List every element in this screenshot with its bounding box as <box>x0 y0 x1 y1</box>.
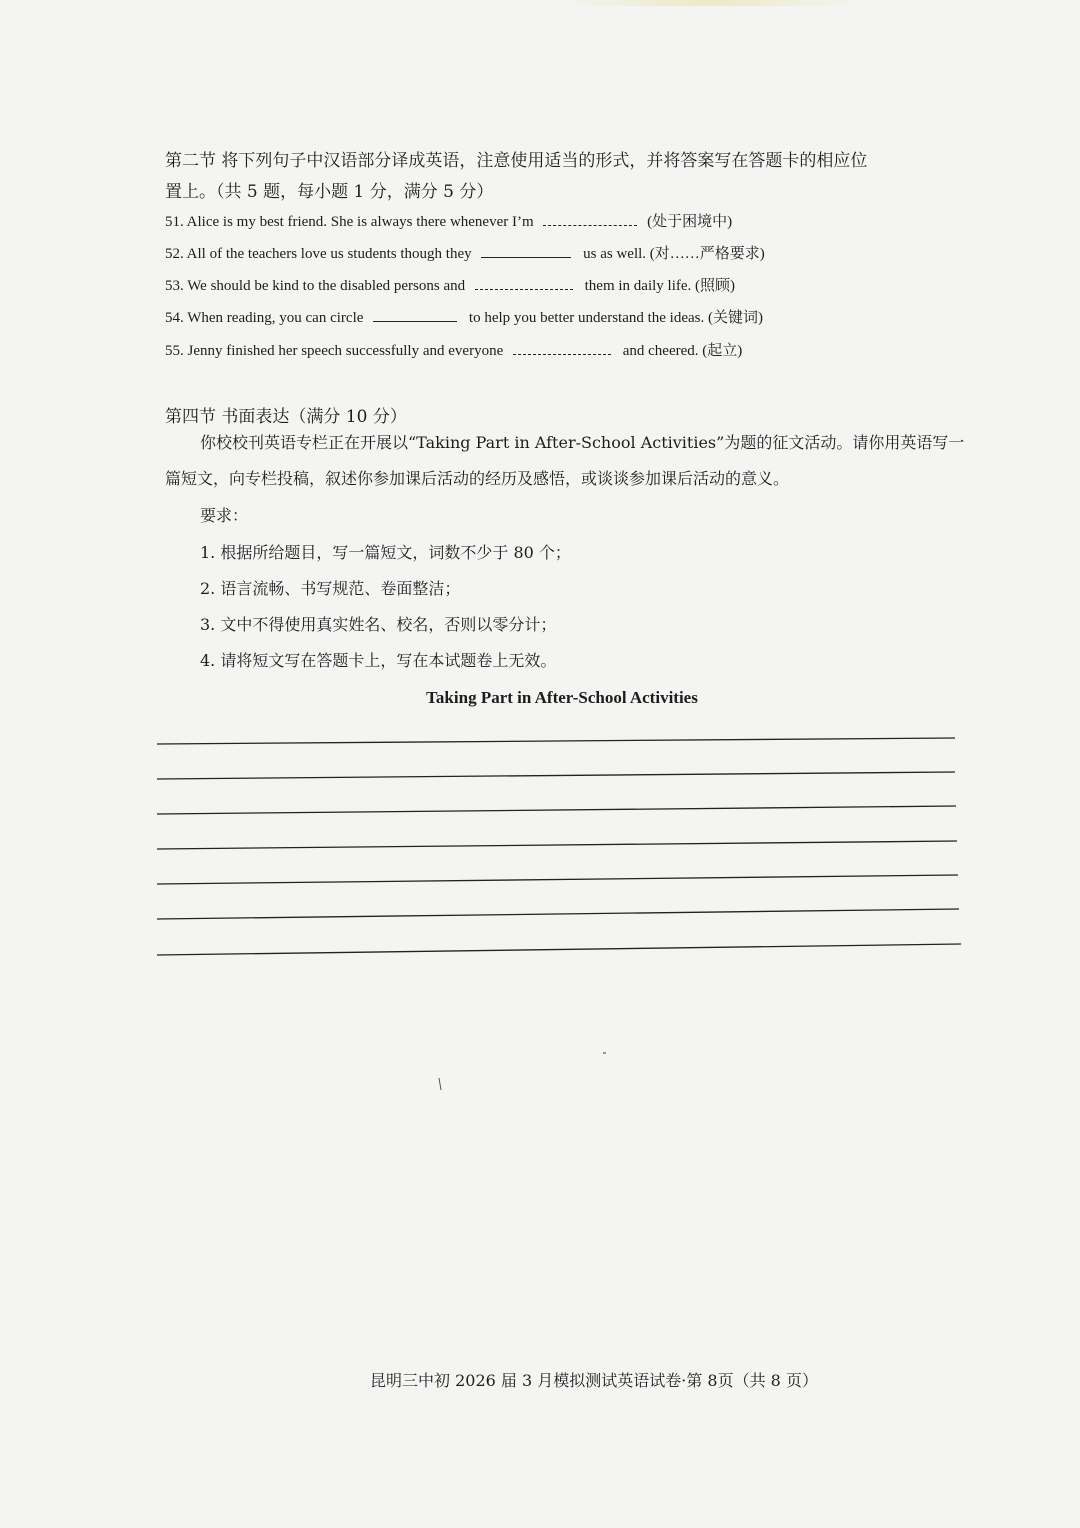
question-54-after: to help you better understand the ideas. <box>468 310 705 326</box>
question-51-hint: (处于困境中) <box>647 214 733 230</box>
page-footer: 昆明三中初 2026 届 3 月模拟测试英语试卷·第 8页（共 8 页） <box>370 1371 818 1390</box>
question-55-after: and cheered. <box>622 343 699 359</box>
essay-title: Taking Part in After-School Activities <box>426 688 698 707</box>
requirement-2: 2. 语言流畅、书写规范、卷面整洁； <box>200 579 461 598</box>
requirement-3: 3. 文中不得使用真实姓名、校名，否则以零分计； <box>200 615 557 634</box>
stray-dot <box>603 1052 606 1054</box>
requirement-4: 4. 请将短文写在答题卡上，写在本试题卷上无效。 <box>200 651 557 670</box>
question-51-text: 51. Alice is my best friend. She is always there whenever I’m <box>165 214 534 230</box>
requirement-1: 1. 根据所给题目，写一篇短文，词数不少于 80 个； <box>200 543 571 562</box>
question-54-hint: (关键词) <box>708 310 764 326</box>
requirements-label: 要求： <box>200 506 249 525</box>
question-52-hint: (对……严格要求) <box>649 246 765 262</box>
question-52-after: us as well. <box>583 246 647 262</box>
section4-intro-line2: 篇短文，向专栏投稿，叙述你参加课后活动的经历及感悟，或谈谈参加课后活动的意义。 <box>165 469 790 488</box>
question-53-text: 53. We should be kind to the disabled persons and <box>165 278 466 294</box>
writing-line[interactable] <box>157 841 957 849</box>
question-53-after: them in daily life. <box>584 278 692 294</box>
section2-header-line2: 置上。（共 5 题，每小题 1 分，满分 5 分） <box>165 182 494 202</box>
question-55-hint: (起立) <box>702 343 743 359</box>
question-53-hint: (照顾) <box>695 278 736 294</box>
writing-line[interactable] <box>157 806 956 814</box>
section4-intro-line1: 你校校刊英语专栏正在开展以“Taking Part in After-School Activities”为题的征文活动。请你用英语写一 <box>200 433 965 452</box>
section4-header: 第四节 书面表达（满分 10 分） <box>165 407 407 427</box>
writing-line[interactable] <box>157 772 955 779</box>
writing-line[interactable] <box>157 875 958 884</box>
section2-header-line1: 第二节 将下列句子中汉语部分译成英语，注意使用适当的形式，并将答案写在答题卡的相应位 <box>165 151 868 171</box>
writing-line[interactable] <box>157 944 961 955</box>
question-52-text: 52. All of the teachers love us students though they <box>165 246 472 262</box>
question-55-text: 55. Jenny finished her speech successfully and everyone <box>165 343 504 359</box>
writing-line[interactable] <box>157 909 959 919</box>
writing-line[interactable] <box>157 738 955 744</box>
stray-mark <box>439 1078 441 1090</box>
question-54-text: 54. When reading, you can circle <box>165 310 364 326</box>
